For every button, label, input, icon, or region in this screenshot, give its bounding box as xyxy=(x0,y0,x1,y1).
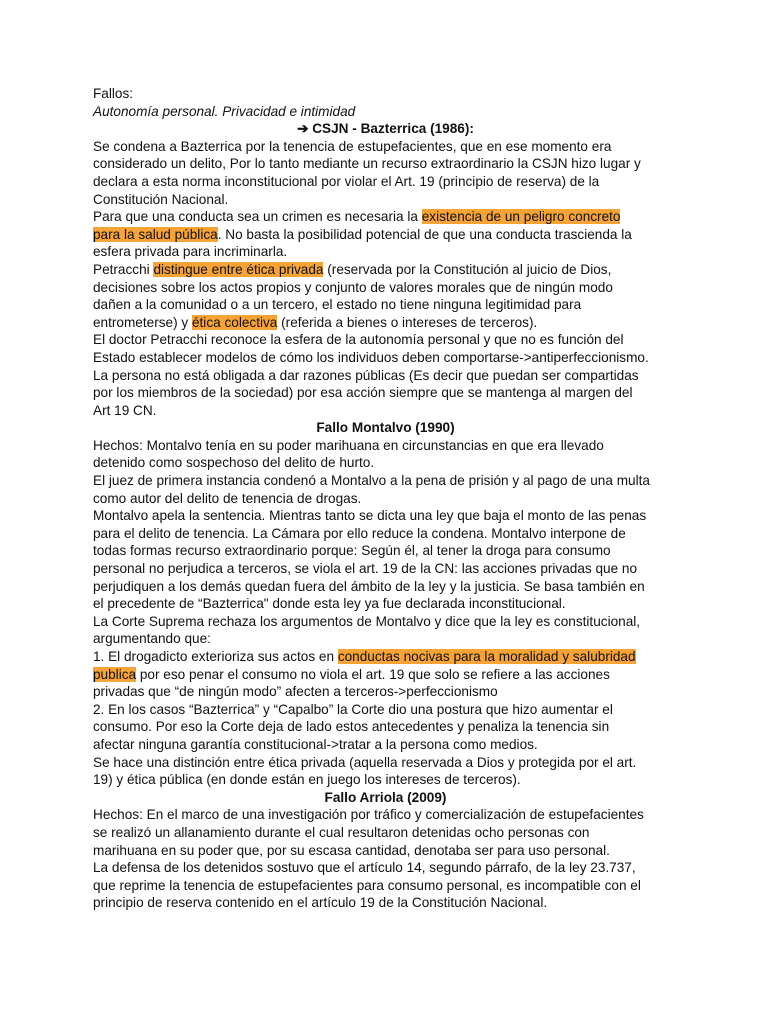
text-run: para el delito de tenencia. La Cámara por ello reduce la condena. Montalvo interpone de xyxy=(93,525,626,541)
text-line xyxy=(93,437,678,455)
text-run: declara a esta norma inconstitucional por violar el Art. 19 (principio de reserva) de la xyxy=(93,173,600,189)
highlighted-text: existencia de un peligro concreto xyxy=(421,209,621,225)
text-line xyxy=(93,296,678,314)
text-run: que reprime la tenencia de estupefacientes para consumo personal, es incompatible con el xyxy=(93,877,641,893)
text-line xyxy=(93,894,678,912)
text-line xyxy=(93,754,678,772)
text-line xyxy=(93,701,678,719)
text-line xyxy=(93,666,678,684)
section-heading xyxy=(93,120,678,138)
text-line xyxy=(93,208,678,226)
text-run: Petracchi xyxy=(93,261,154,277)
text-run: Hechos: En el marco de una investigación por tráfico y comercialización de estupefacientes xyxy=(93,807,644,823)
text-line xyxy=(93,718,678,736)
highlighted-text: distingue entre ética privada xyxy=(153,261,324,277)
text-run: El juez de primera instancia condenó a Montalvo a la pena de prisión y al pago de una multa xyxy=(93,473,650,489)
text-run: Se condena a Bazterrica por la tenencia de estupefacientes, que en ese momento era xyxy=(93,138,612,154)
text-run: por los miembros de la sociedad) por esa acción siempre que se mantenga al margen del xyxy=(93,385,633,401)
text-line xyxy=(93,507,678,525)
text-run: Estado establecer modelos de cómo los individuos deben comportarse->antiperfeccionismo. xyxy=(93,349,649,365)
highlighted-text: ética colectiva xyxy=(191,314,278,330)
text-line xyxy=(93,191,678,209)
text-run: principio de reserva contenido en el artículo 19 de la Constitución Nacional. xyxy=(93,895,548,911)
section-heading xyxy=(93,419,678,437)
text-run: detenido como sospechoso del delito de hurto. xyxy=(93,455,375,471)
text-run: La defensa de los detenidos sostuvo que el artículo 14, segundo párrafo, de la ley 23.737, xyxy=(93,860,636,876)
text-line xyxy=(93,384,678,402)
text-line xyxy=(93,155,678,173)
document-label: Fallos: xyxy=(93,86,134,101)
text-line xyxy=(93,560,678,578)
text-run: Constitución Nacional. xyxy=(93,191,229,207)
text-line xyxy=(93,454,678,472)
text-run: 2. En los casos “Bazterrica” y “Capalbo” la Corte dio una postura que hizo aumentar el xyxy=(93,701,613,717)
text-run: ➔ CSJN - Bazterrica (1986): xyxy=(297,121,474,137)
text-line xyxy=(93,402,678,420)
text-run: se realizó un allanamiento durante el cual resultaron detenidas ocho personas con xyxy=(93,824,590,840)
text-line xyxy=(93,138,678,156)
text-run: 1. El drogadicto exterioriza sus actos en xyxy=(93,649,338,664)
text-run: el precedente de “Bazterrica" donde esta ley ya fue declarada inconstitucional. xyxy=(93,596,566,612)
text-run: por eso penar el consumo no viola el art. 19 que solo se refiere a las acciones xyxy=(136,666,610,682)
text-run: afectar ninguna garantía constitucional->tratar a la persona como medios. xyxy=(93,736,538,752)
text-run: personal no perjudica a terceros, se viola el art. 19 de la CN: las acciones privadas que no xyxy=(93,561,638,577)
text-line xyxy=(93,525,678,543)
text-run: (referida a bienes o intereses de terceros). xyxy=(277,314,538,330)
text-run: Art 19 CN. xyxy=(93,402,157,418)
text-run: perjudiquen a los demás quedan fuera del ámbito de la ley y la justicia. Se basa también en xyxy=(93,578,645,594)
text-line xyxy=(93,578,678,596)
text-line xyxy=(93,367,678,385)
text-run: La persona no está obligada a dar razones públicas (Es decir que puedan ser compartidas xyxy=(93,367,639,383)
text-line xyxy=(93,683,678,701)
text-line xyxy=(93,648,678,666)
text-line xyxy=(93,877,678,895)
text-run: entrometerse) y xyxy=(93,314,192,330)
text-line xyxy=(93,806,678,824)
document-subtitle: Autonomía personal. Privacidad e intimidad xyxy=(93,103,356,119)
highlighted-text: conductas nocivas para la moralidad y salubridad xyxy=(337,649,636,664)
text-run: (reservada por la Constitución al juicio de Dios, xyxy=(323,261,612,277)
text-run: decisiones sobre los actos propios y conjunto de valores morales que de ningún modo xyxy=(93,279,613,295)
text-line xyxy=(93,630,678,648)
text-line xyxy=(93,314,678,332)
text-line xyxy=(93,279,678,297)
text-line xyxy=(93,226,678,244)
text-line xyxy=(93,824,678,842)
highlighted-text: publica xyxy=(93,666,137,682)
text-run: 19) y ética pública (en donde están en juego los intereses de terceros). xyxy=(93,772,521,788)
text-line xyxy=(93,542,678,560)
section-heading xyxy=(93,789,678,807)
text-run: considerado un delito, Por lo tanto mediante un recurso extraordinario la CSJN hizo lugar y xyxy=(93,156,641,172)
text-run: Para que una conducta sea un crimen es necesaria la xyxy=(93,209,422,225)
text-run: consumo. Por eso la Corte deja de lado estos antecedentes y penaliza la tenencia sin xyxy=(93,719,610,735)
text-run: esfera privada para incriminarla. xyxy=(93,244,288,260)
text-line xyxy=(93,859,678,877)
text-run: Montalvo apela la sentencia. Mientras tanto se dicta una ley que baja el monto de las penas xyxy=(93,508,647,524)
text-run: argumentando que: xyxy=(93,631,211,647)
text-run: Se hace una distinción entre ética privada (aquella reservada a Dios y protegida por el art. xyxy=(93,754,637,770)
text-line xyxy=(93,243,678,261)
text-line xyxy=(93,490,678,508)
document-body xyxy=(93,120,678,912)
text-run: todas formas recurso extraordinario porque: Según él, al tener la droga para consumo xyxy=(93,543,611,559)
text-run: marihuana en su poder que, por su escasa cantidad, denotaba ser para uso personal. xyxy=(93,842,610,858)
text-run: Fallo Montalvo (1990) xyxy=(316,420,455,436)
text-run: La Corte Suprema rechaza los argumentos de Montalvo y dice que la ley es constitucional, xyxy=(93,613,641,629)
text-run: dañen a la comunidad o a un tercero, el estado no tiene ninguna legitimidad para xyxy=(93,297,582,313)
text-line xyxy=(93,842,678,860)
text-line xyxy=(93,771,678,789)
text-line xyxy=(93,595,678,613)
text-line xyxy=(93,613,678,631)
text-line xyxy=(93,173,678,191)
text-line xyxy=(93,736,678,754)
text-line xyxy=(93,472,678,490)
text-line xyxy=(93,349,678,367)
text-run: El doctor Petracchi reconoce la esfera de la autonomía personal y que no es función del xyxy=(93,332,624,348)
text-run: Fallo Arriola (2009) xyxy=(324,789,447,805)
text-run: como autor del delito de tenencia de drogas. xyxy=(93,490,362,506)
highlighted-text: para la salud pública xyxy=(93,226,218,242)
text-run: Hechos: Montalvo tenía en su poder marihuana en circunstancias en que era llevado xyxy=(93,437,604,453)
text-run: privadas que “de ningún modo” afecten a terceros->perfeccionismo xyxy=(93,684,498,700)
text-line xyxy=(93,331,678,349)
text-run: . No basta la posibilidad potencial de que una conducta trascienda la xyxy=(217,226,632,242)
text-line xyxy=(93,261,678,279)
